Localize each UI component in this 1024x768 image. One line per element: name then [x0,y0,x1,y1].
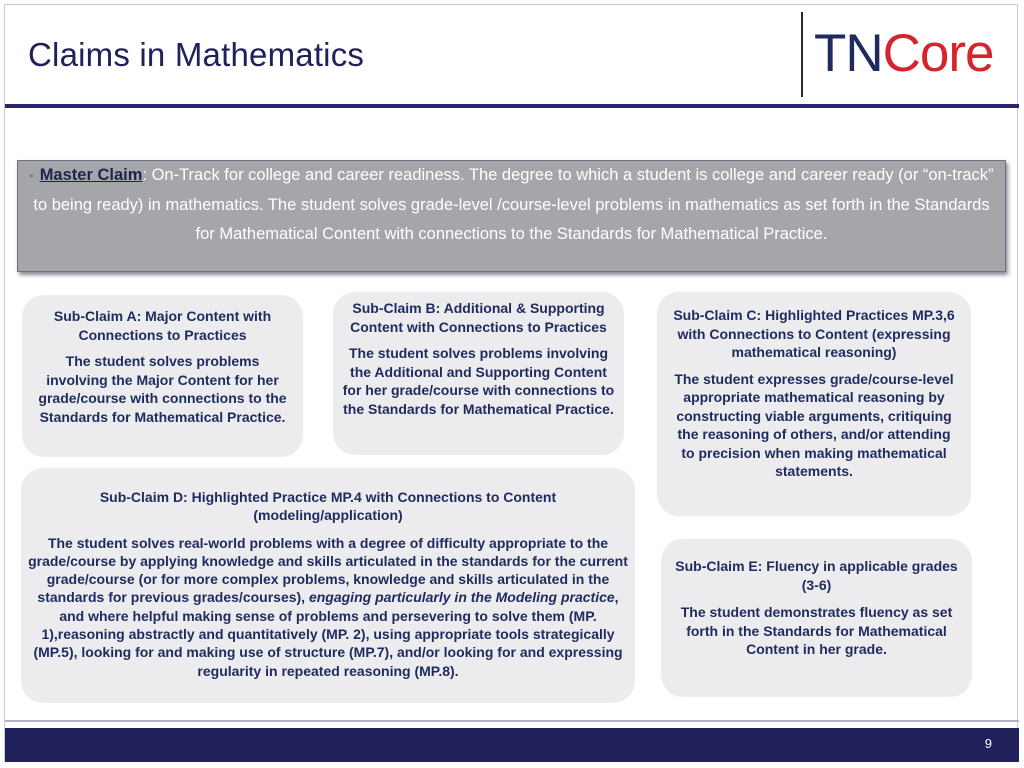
sub-claim-a-heading: Sub-Claim A: Major Content with Connections to Practices [53,308,272,343]
sub-claim-d-body-italic: engaging particularly in the Modeling practice [308,589,615,606]
footer-bar [5,728,1019,762]
sub-claim-d-heading: Sub-Claim D: Highlighted Practice MP.4 with Connections to Content (modeling/application) [99,489,557,524]
sub-claim-d-card [21,468,635,703]
sub-claim-e-body: The student demonstrates fluency as set forth in the Standards for Mathematical Content in her grade. [680,604,953,657]
sub-claim-b-heading: Sub-Claim B: Additional & Supporting Content with Connections to Practices [350,300,607,335]
logo-core-text: Core [882,24,994,83]
logo-divider [801,12,803,97]
footer-rule [5,720,1019,722]
sub-claim-c-body: The student expresses grade/course-level appropriate mathematical reasoning by constructing viable arguments, critiquing the reasoning of others, and/or attending to precision when making mathematical statements. [674,370,954,479]
sub-claim-d-body-part2: , and where helpful making sense of problems and persevering to solve them (MP. 1),reasoning abstractly and quantitatively (MP. 2), using appropriate tools strategically (MP.5), looking for and making use of structure (MP.7), and/or looking for and expressing regularity in repeated reasoning (MP.8). [33,589,623,679]
sub-claim-d-body [27,534,629,680]
sub-claim-e-heading: Sub-Claim E: Fluency in applicable grades (3-6) [675,558,958,593]
sub-claim-b-card [333,292,624,455]
master-claim-text: : On-Track for college and career readiness. The degree to which a student is college and career ready (or “on-track” to being ready) in mathematics. The student solves grade-level /course-level problems in mathematics as set forth in the Standards for Mathematical Content with connections to the Standards for Mathematical Practice. [33,166,994,243]
sub-claim-c-card [657,292,971,516]
master-claim-label: Master Claim [39,166,143,184]
page-title: Claims in Mathematics [28,36,365,73]
page-number: 9 [984,736,992,751]
logo-tn-text: TN [814,24,883,83]
sub-claim-a-body: The student solves problems involving the Major Content for her grade/course with connections to the Standards for Mathematical Practice. [38,353,287,425]
sub-claim-e-card [661,539,972,697]
sub-claim-b-body: The student solves problems involving the Additional and Supporting Content for her grade/course with connections to the Standards for Mathematical Practice. [342,345,615,417]
sub-claim-a-card [22,295,303,457]
master-claim-box [17,160,1006,272]
tncore-logo [814,24,994,84]
header-rule [5,104,1019,108]
bullet-icon: • [29,169,34,183]
sub-claim-c-heading: Sub-Claim C: Highlighted Practices MP.3,6 with Connections to Content (expressing mathematical reasoning) [673,307,955,360]
sub-claim-d-body-part1: The student solves real-world problems with a degree of difficulty appropriate to the grade/course by applying knowledge and skills articulated in the standards for the current grade/course (or for more complex problems, knowledge and skills articulated in the standards for previous grades/courses), [28,534,628,606]
